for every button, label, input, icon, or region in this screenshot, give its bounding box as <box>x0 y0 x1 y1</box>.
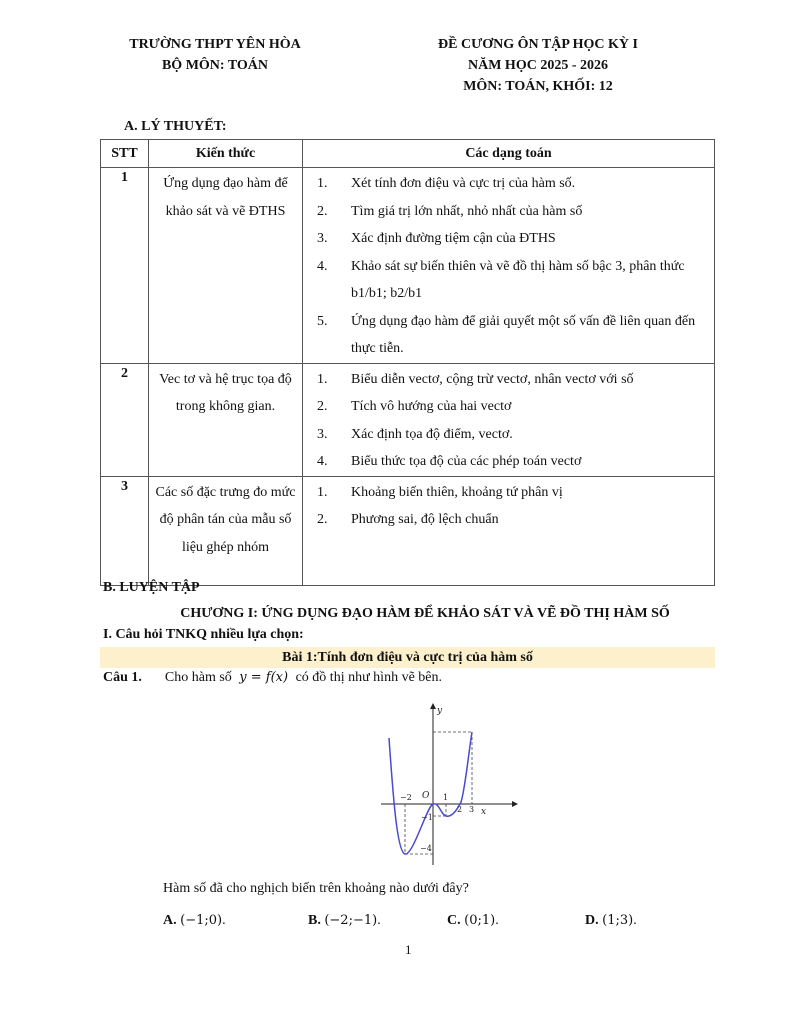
page-number: 1 <box>405 942 412 957</box>
table-header-row <box>101 140 715 168</box>
row-stt: 3 <box>101 476 149 585</box>
header-stt: STT <box>101 140 149 168</box>
option-letter: C. <box>447 913 461 928</box>
list-item: 2. Tìm giá trị lớn nhất, nhỏ nhất của hàm số <box>317 203 583 219</box>
theory-table <box>100 139 715 586</box>
question-formula: y = f(x) <box>239 670 289 685</box>
subject-grade: MÔN: TOÁN, KHỐI: 12 <box>463 79 613 94</box>
row-items <box>303 476 715 585</box>
list-item: 3. Xác định tọa độ điểm, vectơ. <box>317 426 513 442</box>
tick-label: 1 <box>443 793 449 802</box>
question-label: Câu 1. <box>103 670 142 685</box>
tick-label: −2 <box>400 793 412 802</box>
option-value: (1;3) <box>602 913 634 928</box>
axis-label-x: x <box>481 807 487 817</box>
list-item: 4. Biểu thức tọa độ của các phép toán vectơ <box>317 454 582 469</box>
list-item: 5. Ứng dụng đạo hàm để giải quyết một số vấn đề liên quan đến thực tiễn. <box>317 313 696 356</box>
list-item: 4. Khảo sát sự biến thiên và vẽ đồ thị hàm số bậc 3, phân thức b1/b1; b2/b1 <box>317 258 685 301</box>
row-stt: 1 <box>101 168 149 364</box>
tick-label: −4 <box>420 844 432 853</box>
lesson-banner: Bài 1:Tính đơn điệu và cực trị của hàm số <box>100 647 715 668</box>
option-c[interactable]: C. (0;1). <box>447 913 499 928</box>
option-letter: B. <box>308 913 321 928</box>
row-items <box>303 168 715 364</box>
department-name: BỘ MÔN: TOÁN <box>161 58 269 73</box>
row-topic: Các số đặc trưng đo mức độ phân tán của mẫu số liệu ghép nhóm <box>149 476 303 585</box>
list-item: 2. Tích vô hướng của hai vectơ <box>317 399 512 414</box>
option-letter: D. <box>585 913 599 928</box>
school-name: TRƯỜNG THPT YÊN HÒA <box>129 37 301 52</box>
table-row <box>101 476 715 585</box>
header-topic: Kiến thức <box>149 140 303 168</box>
function-graph <box>375 700 525 870</box>
tick-label: 3 <box>469 805 475 814</box>
dashed-guides <box>405 732 475 854</box>
table-row <box>101 168 715 364</box>
option-letter: A. <box>163 913 177 928</box>
question-text-after: có đồ thị như hình vẽ bên. <box>295 670 442 685</box>
option-value: (0;1) <box>464 913 496 928</box>
section-a-heading: A. LÝ THUYẾT: <box>124 119 227 134</box>
axis-label-y: y <box>437 706 443 716</box>
list-item: 2. Phương sai, độ lệch chuẩn <box>317 512 499 527</box>
option-a[interactable]: A. (−1;0). <box>163 913 226 928</box>
list-item: 3. Xác định đường tiệm cận của ĐTHS <box>317 231 556 246</box>
option-b[interactable]: B. (−2;−1). <box>308 913 381 928</box>
option-value: (−2;−1) <box>324 913 378 928</box>
part-heading: I. Câu hỏi TNKQ nhiều lựa chọn: <box>103 627 304 642</box>
chapter-title: CHƯƠNG I: ỨNG DỤNG ĐẠO HÀM ĐỂ KHẢO SÁT VÀ VẼ ĐỒ THỊ HÀM SỐ <box>180 606 670 621</box>
list-item: 1. Xét tính đơn điệu và cực trị của hàm số. <box>317 176 576 191</box>
row-topic: Vec tơ và hệ trục tọa độ trong không gian. <box>149 363 303 476</box>
school-year: NĂM HỌC 2025 - 2026 <box>468 58 608 73</box>
tick-label: 2 <box>457 805 463 814</box>
table-row <box>101 363 715 476</box>
row-topic: Ứng dụng đạo hàm để khảo sát và vẽ ĐTHS <box>149 168 303 364</box>
tick-label: −1 <box>421 813 433 822</box>
origin-label: O <box>422 791 430 801</box>
document-title: ĐỀ CƯƠNG ÔN TẬP HỌC KỲ I <box>438 37 638 52</box>
question-prompt: Hàm số đã cho nghịch biến trên khoảng nào dưới đây? <box>163 881 469 896</box>
question-line <box>103 670 442 686</box>
row-items <box>303 363 715 476</box>
option-d[interactable]: D. (1;3). <box>585 913 637 928</box>
section-b-heading: B. LUYỆN TẬP <box>103 580 200 595</box>
question-text-before: Cho hàm số <box>164 670 232 685</box>
list-item: 1. Biểu diễn vectơ, cộng trừ vectơ, nhân vectơ với số <box>317 371 634 387</box>
option-value: (−1;0) <box>180 913 223 928</box>
row-stt: 2 <box>101 363 149 476</box>
list-item: 1. Khoảng biến thiên, khoảng tứ phân vị <box>317 484 563 500</box>
header-problem-types: Các dạng toán <box>303 140 715 168</box>
